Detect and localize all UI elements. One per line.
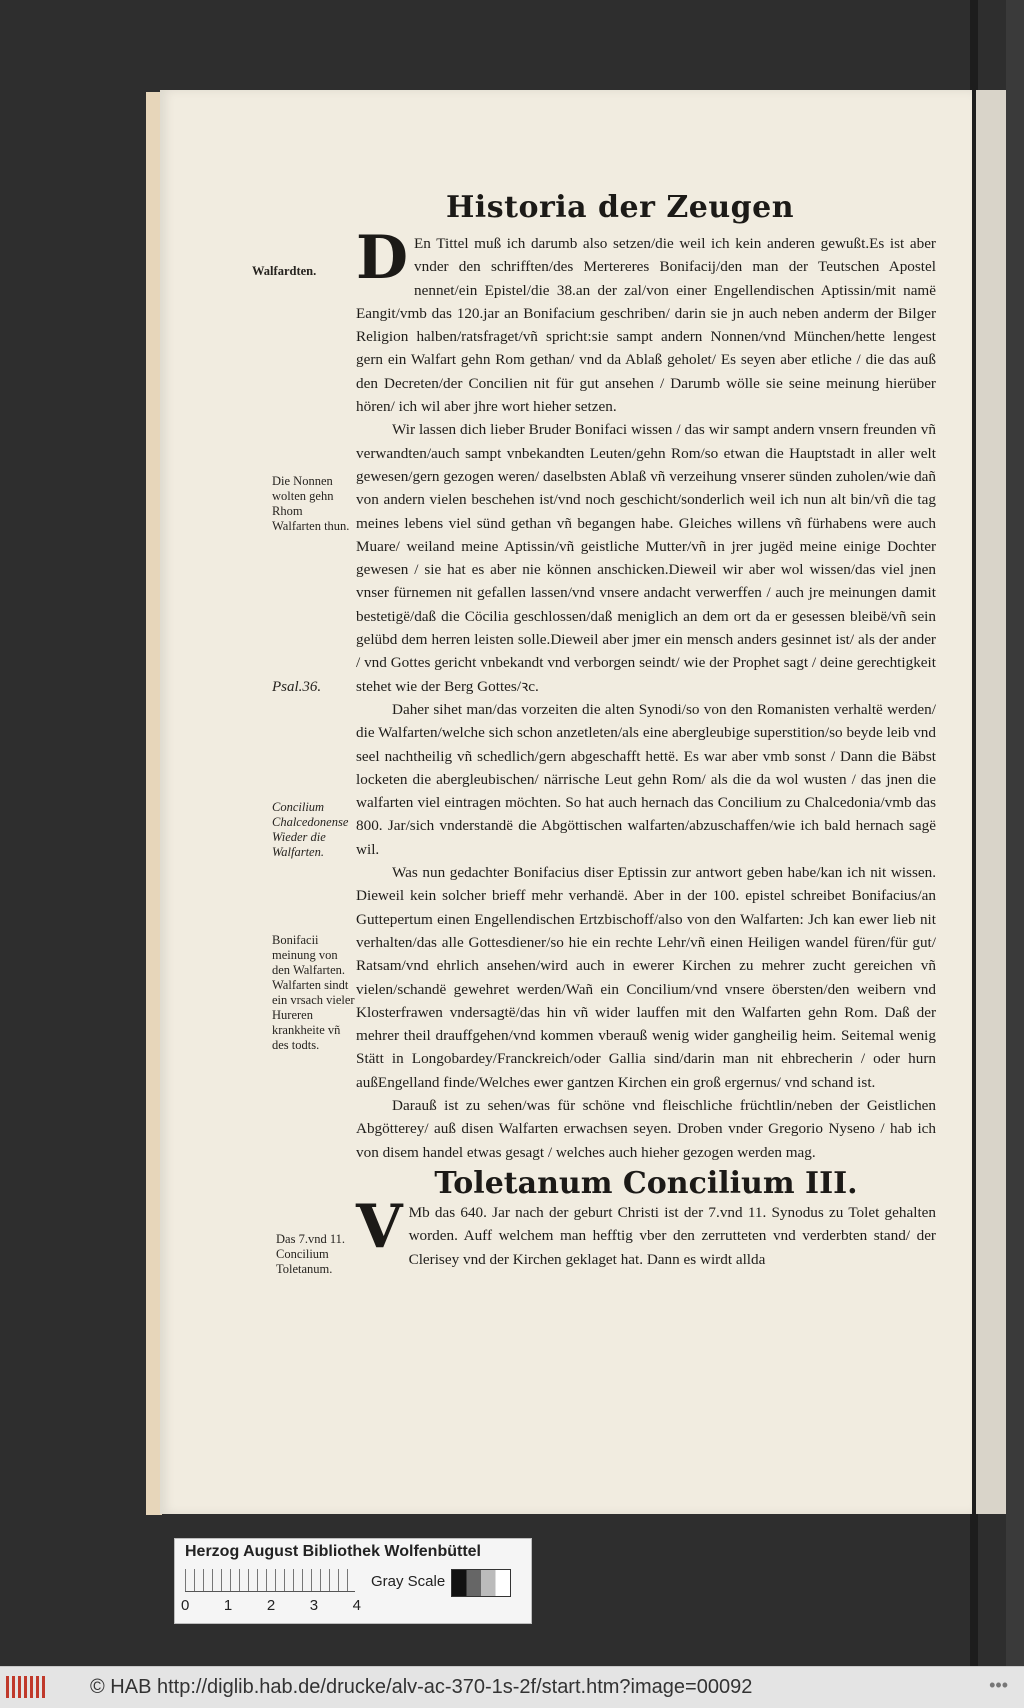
paragraph-2: Wir lassen dich lieber Bruder Bonifaci wissen / das wir sampt andern vnsern freunden vñ verwandten/auch sampt vnbekandten Leuten/gehn Rom/so etwan die Hauptstadt in aller welt gewesen/gern gezogen weren/ daselbsten Ablaß vñ verzeihung vnserer sünden zuholen/wie dañ von andern vielen beschehen ist/vnd noch geschicht/sonderlich weil ich nun alt bin/vñ die tag meines lebens viel sünd gethan vñ begangen habe. Gleiches willens vñ fürhabens were auch Muare/ weiland meine Aptissin/vñ geistliche Mutter/vñ in jrer jugëd meine einige Dochter gewesen / sie hat es aber nie können anschicken.Dieweil wir aber wol wissen/das viel jnen vnser fürnemen nit gefallen lassen/vnd vnsere andacht verwerffen / auch jre meinungen damit bestetigë/daß die Cöcilia geschlossen/daß meniglich an dem ort da er gesessen bleibë/vñ sein gelübd dem herren leisten solle.Dieweil aber jmer ein mensch anders gesinnet ist/ als der ander / vnd Gottes gericht vnbekandt vnd verborgen seindt/ wie der Prophet sagt / deine gerechtigkeit stehet wie der Berg Gottes/ꝛc. [356,421,936,695]
margin-note-bonifacii: Bonifacii meinung von den Walfarten. Walfarten sindt ein vrsach vieler Hureren krankheite vñ des todts. [272,933,355,1052]
margin-note-walfardten: Walfardten. [252,264,317,278]
margin-note-toletanum: Das 7.vnd 11. Concilium Toletanum. [276,1232,345,1276]
section-title: Toletanum Concilium III. [434,1165,858,1201]
ruler-numbers [181,1597,361,1614]
ruler-number: 1 [223,1597,233,1614]
margin-note-concilium: Concilium Chalcedonense Wieder die Walfarten. [272,800,349,859]
footer-url[interactable]: © HAB http://diglib.hab.de/drucke/alv-ac-370-1s-2f/start.htm?image=00092 [90,1676,753,1698]
hab-logo-icon [6,1676,46,1698]
section-paragraph [356,1192,936,1271]
main-text-block [356,223,936,1271]
more-options-icon[interactable]: ••• [989,1675,1008,1695]
ruler-number: 3 [309,1597,319,1614]
gray-scale-label: Gray Scale [371,1573,446,1590]
paragraph-5: Darauß ist zu sehen/was für schöne vnd fleischliche früchtlin/neben der Geistlichen Abgötterey/ auß disen Walfarten erwachsen seyen. Droben vnder Gregorio Nyseno / hab ich von disem handel etwas gesagt / welches auch hieher gezogen werden mag. [356,1096,936,1161]
paragraph-1-text: En Tittel muß ich darumb also setzen/die weil ich kein anderen gewußt.Es ist aber vnder den schrifften/des Mertereres Bonifacij/den man der Teutschen Apostel nennet/ein Epistel/die 38.an der zal/von einer Engellendischen Aptissin/mit namë Eangit/vmb das 120.jar an Bonifacium geschriben/ darin sie jn auch neben anderm der Bilger Religion halben/ratsfraget/vñ spricht:sie sampt andern Nonnen/vnd München/hette lengest gern ein Walfart gehn Rom gethan/ vnd da Ablaß geholet/ Es seyen aber etliche / die das auß den Decreten/der Concilien nit für gut ansehen / Darumb wölle sie seine meinung hierüber hören/ ich wil aber jhre wort hieher setzen. [356,235,936,416]
color-reference-card [174,1538,532,1624]
ruler-number: 4 [352,1597,361,1614]
margin-note-nonnen: Die Nonnen wolten gehn Rhom Walfarten thun. [272,474,350,533]
paragraph-3: Daher sihet man/das vorzeiten die alten Synodi/so von den Romanisten verhaltë werden/ die Walfarten/welche sich schon anzetleten/als eine abergleubige superstition/so beyde leib vnd seel nachtheilig vñ schedlich/gern abgeschafft hettë. Es war aber vmb sonst / Dann die Bäbst locketen die abergleubischen/ närrische Leut gehn Rom/ als die da wol wusten / das jnen die walfarten viel eintragen möchten. So hat auch hernach das Concilium zu Chalcedonia/vmb das 800. Jar/sich vnderstandë die Abgöttischen walfarten/abzuschaffen/wie ich bald hernach sagë wil. [356,700,936,858]
paragraph-1 [356,223,936,418]
gray-scale-swatch [451,1569,511,1597]
ruler-number: 0 [181,1597,190,1614]
library-name: Herzog August Bibliothek Wolfenbüttel [185,1543,481,1560]
section-drop-capital: V [356,1192,403,1263]
ruler-number: 2 [266,1597,276,1614]
paragraph-4: Was nun gedachter Bonifacius diser Eptissin zur antwort geben habe/kan ich nit wissen. Dieweil kein solcher brieff mehr verhandë. Aber in der 100. epistel schreibet Bonifacius/an Guttepertum einen Engellendischen Ertzbischoff/also von den Walfarten: Jch kan ewer lieb nit verhalten/das alle Gottesdiener/so hie ein rechte Lehr/vñ einen Heiligen wandel füren/für gut/ Ratsam/vnd ehrlich ansehen/wird auch in ewerer Kirchen zu mehrer zucht gereichen vñ vielen/schandë gewehret werden/Wañ ein Concilium/vnd vnsere öbersten/den weibern vnd Klosterfrawen vndersagtë/das hin vñ wider lauffen mit den Walfarten gehn Rom. Daß der mehrer theil drauffgehen/vnd kommen vberauß wenig wider gangheilig heim. Seitemal wenig Stätt in Longobardey/Franckreich/oder Gallia sind/darin man nit ehbrecherin / oder hurn außEngelland finde/Welches ewer gantzen Kirchen ein groß ergernus/ vnd schand ist. [356,864,936,1091]
drop-capital: D [356,223,409,293]
footer-bar [0,1666,1024,1708]
right-edge [1006,0,1024,1666]
margin-note-psalm: Psal.36. [272,679,322,695]
ruler-scale [185,1569,355,1592]
section-paragraph-text: Mb das 640. Jar nach der geburt Christi ist der 7.vnd 11. Synodus zu Tolet gehalten worden. Auff welchem man hefftig vber den zerrutteten vnd verderbten stand/ der Clerisey vnd der Kirchen geklaget hat. Dann es wirdt allda [408,1204,936,1268]
running-header: Historia der Zeugen [445,190,795,225]
